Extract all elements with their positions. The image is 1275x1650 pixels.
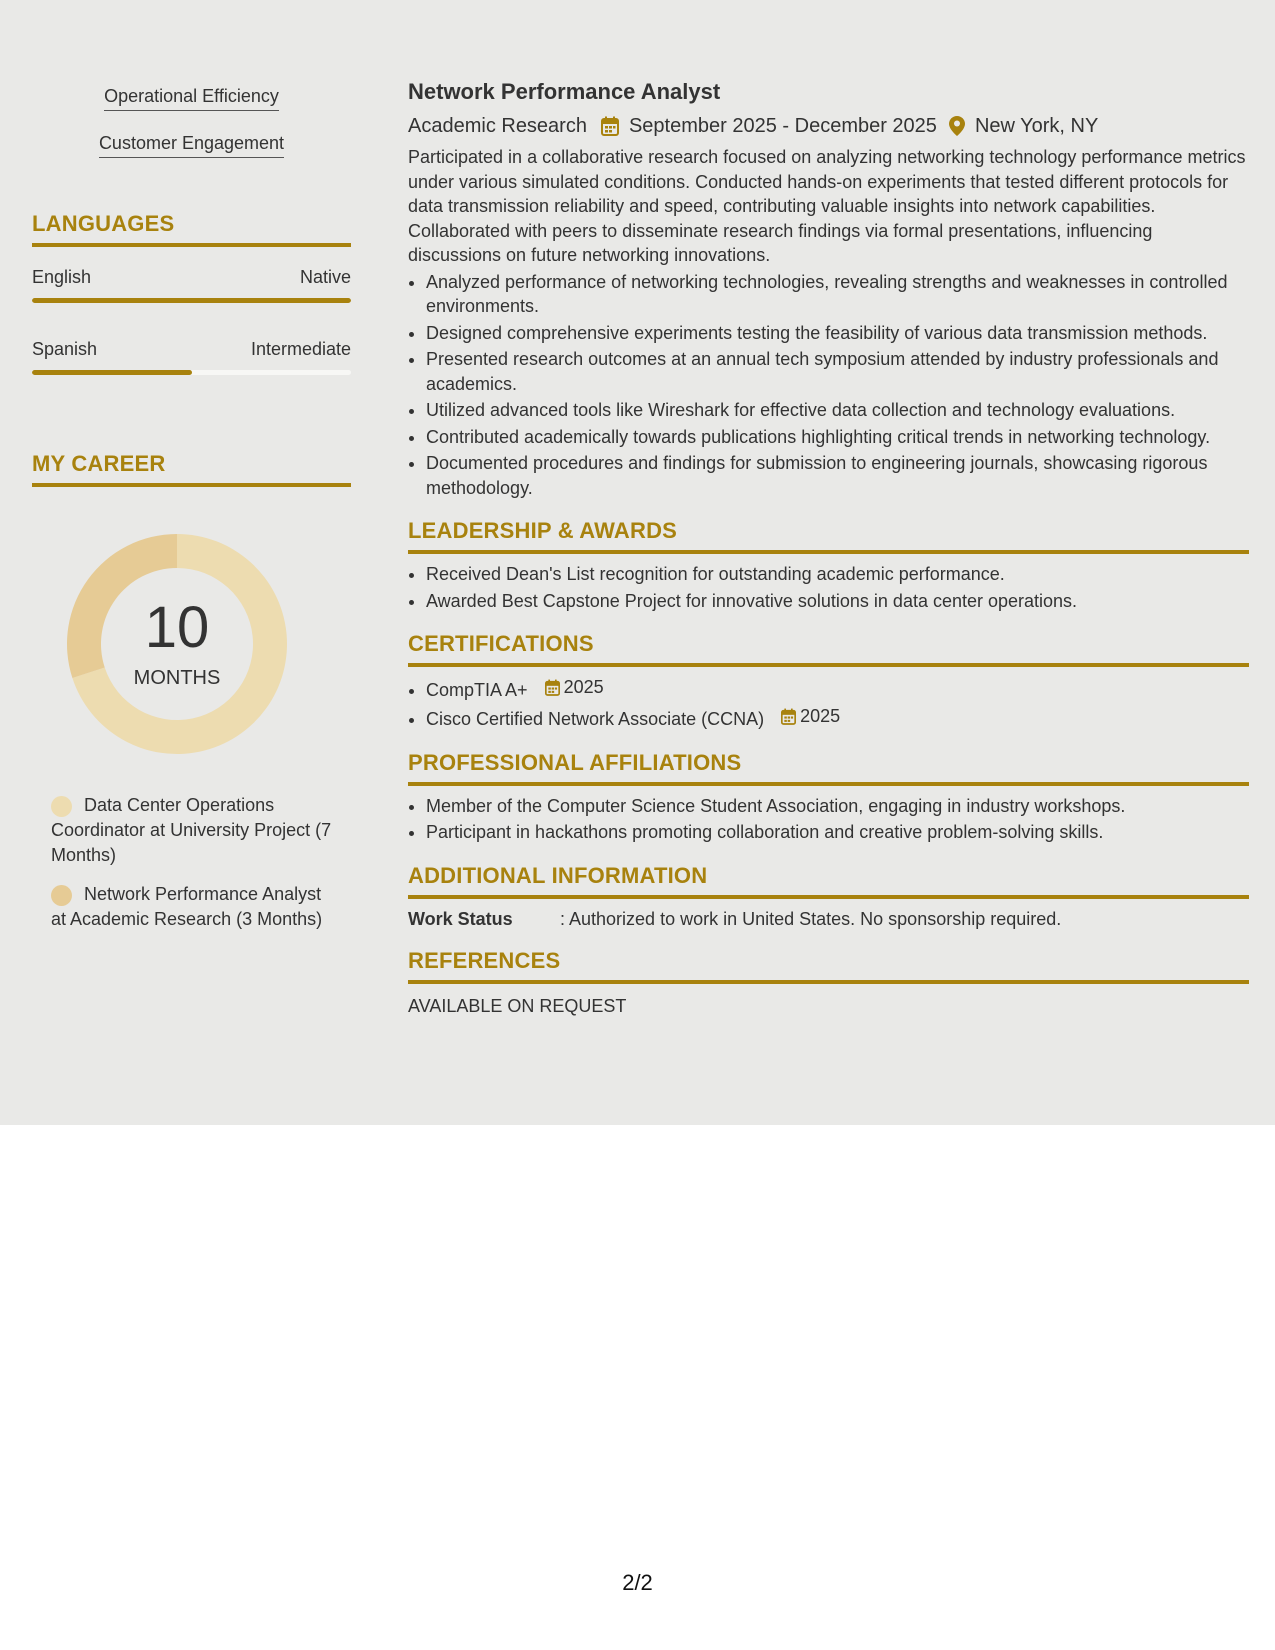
affiliations-section: [408, 750, 1249, 845]
job-bullet: • Designed comprehensive experiments testing the feasibility of various data transmission methods.: [426, 321, 1249, 346]
job-bullets: [408, 270, 1249, 501]
references-section: [408, 948, 1249, 1017]
legend-item: [51, 793, 341, 868]
references-text: AVAILABLE ON REQUEST: [408, 995, 627, 1016]
work-status-value: : Authorized to work in United States. No sponsorship required.: [560, 908, 1062, 929]
calendar-icon: [545, 679, 560, 696]
legend-label: Data Center Operations Coordinator at University Project (7 Months): [51, 795, 332, 865]
certification-date: [545, 675, 604, 700]
leadership-section: [408, 518, 1249, 613]
job-location: New York, NY: [974, 114, 1099, 137]
career-heading: MY CAREER: [32, 451, 351, 487]
leadership-item: • Awarded Best Capstone Project for innovative solutions in data center operations.: [426, 589, 1249, 614]
career-section: [32, 451, 351, 946]
right-column: [408, 77, 1249, 1017]
skills-list: [32, 86, 351, 158]
page-number: 2/2: [622, 1570, 653, 1595]
career-total-unit: MONTHS: [133, 667, 221, 689]
language-bar: [32, 370, 351, 375]
affiliations-heading: PROFESSIONAL AFFILIATIONS: [408, 750, 1249, 786]
affiliation-item: • Member of the Computer Science Student Association, engaging in industry workshops.: [426, 794, 1249, 819]
certification-name: CompTIA A+: [426, 679, 528, 700]
certifications-heading: CERTIFICATIONS: [408, 631, 1249, 667]
certifications-list: [408, 675, 1249, 732]
legend-item: [51, 882, 341, 932]
affiliations-list: [408, 794, 1249, 845]
work-status-row: [408, 909, 1249, 930]
language-level: Native: [299, 267, 351, 287]
certification-name: Cisco Certified Network Associate (CCNA): [426, 709, 765, 729]
certification-year: 2025: [800, 706, 841, 727]
additional-info-heading: ADDITIONAL INFORMATION: [408, 863, 1249, 899]
career-total-value: 10: [144, 595, 210, 660]
certification-item: [426, 704, 1249, 731]
job-bullet: • Analyzed performance of networking technologies, revealing strengths and weaknesses in controlled environments.: [426, 270, 1249, 319]
language-name: English: [32, 267, 92, 287]
job-bullet: • Presented research outcomes at an annual tech symposium attended by industry professionals and academics.: [426, 347, 1249, 396]
language-bar: [32, 298, 351, 303]
job-bullet: • Documented procedures and findings for submission to engineering journals, showcasing rigorous methodology.: [426, 451, 1249, 500]
job-company: Academic Research: [408, 114, 587, 137]
skill-tag: Customer Engagement: [99, 133, 284, 158]
language-row: [32, 267, 351, 288]
leadership-list: [408, 562, 1249, 613]
career-legend: [51, 793, 341, 932]
references-heading: REFERENCES: [408, 948, 1249, 984]
legend-dot-icon: [51, 885, 72, 906]
languages-section: [32, 211, 351, 411]
job-description: Participated in a collaborative research focused on analyzing networking technology performance metrics under various simulated conditions. Conducted hands-on experiments that tested different protocols for data transmission reliability and speed, contributing valuable insights into network capabilities. Collaborated with peers to disseminate research findings via formal presentations, influencing discussions on future networking innovations.: [408, 147, 1246, 265]
certifications-section: [408, 631, 1249, 732]
legend-dot-icon: [51, 796, 72, 817]
calendar-icon: [601, 116, 619, 136]
language-row: [32, 339, 351, 360]
work-status-label: Work Status: [408, 908, 513, 929]
leadership-heading: LEADERSHIP & AWARDS: [408, 518, 1249, 554]
job-bullet: • Contributed academically towards publications highlighting critical trends in networking technology.: [426, 425, 1249, 450]
affiliation-item: • Participant in hackathons promoting collaboration and creative problem-solving skills.: [426, 820, 1249, 845]
job-bullet: • Utilized advanced tools like Wireshark for effective data collection and technology evaluations.: [426, 398, 1249, 423]
certification-date: [781, 704, 840, 729]
location-pin-icon: [949, 116, 965, 136]
certification-item: [426, 675, 1249, 702]
job-title: Network Performance Analyst: [408, 79, 721, 104]
language-bar-fill: [32, 298, 351, 303]
legend-label: Network Performance Analyst at Academic Research (3 Months): [51, 884, 323, 929]
certification-year: 2025: [563, 677, 604, 697]
language-level: Intermediate: [250, 339, 351, 359]
language-bar-fill: [32, 370, 192, 375]
additional-info-section: [408, 863, 1249, 930]
leadership-item: • Received Dean's List recognition for outstanding academic performance.: [426, 562, 1249, 587]
job-dates: September 2025 - December 2025: [628, 114, 937, 137]
language-name: Spanish: [32, 339, 98, 359]
job-meta: [408, 111, 1249, 141]
skill-tag: Operational Efficiency: [104, 86, 279, 111]
languages-heading: LANGUAGES: [32, 211, 351, 247]
calendar-icon: [781, 708, 796, 725]
career-donut-chart: [62, 529, 292, 759]
